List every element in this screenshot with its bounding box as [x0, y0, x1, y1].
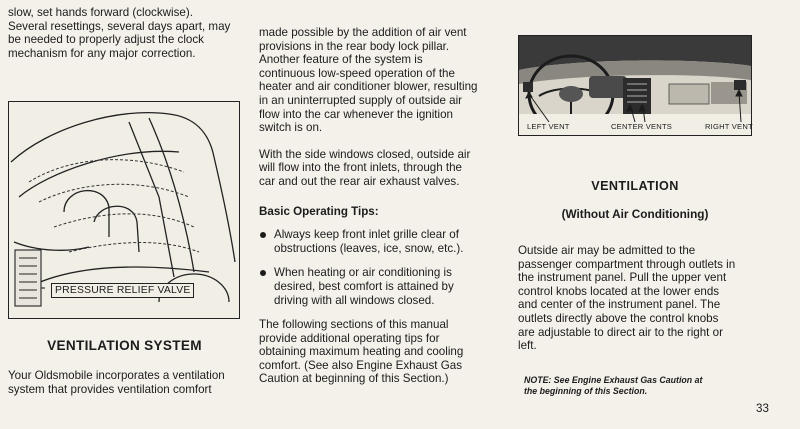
text-line: system that provides ventilation comfort	[8, 382, 212, 396]
text-line: the instrument panel. Pull the upper vent	[518, 271, 727, 285]
text-line: With the side windows closed, outside air	[259, 147, 471, 161]
pressure-relief-valve-label: PRESSURE RELIEF VALVE	[51, 283, 194, 298]
exhaust-caution-note	[524, 375, 754, 397]
instrument-panel-illustration	[518, 35, 752, 136]
text-line: outlets directly above the control knobs	[518, 311, 719, 325]
outside-air-paragraph	[518, 244, 752, 353]
right-vent-label: RIGHT VENT	[705, 122, 753, 131]
text-line: slow, set hands forward (clockwise).	[8, 6, 193, 19]
ventilation-airflow-illustration	[8, 101, 240, 319]
text-line: obtaining maximum heating and cooling	[259, 345, 464, 359]
intro-clock-text	[8, 6, 241, 60]
text-line: heater and air conditioner blower, resulting	[259, 80, 478, 94]
text-line: desired, best comfort is attained by	[274, 279, 454, 293]
basic-operating-tips-heading: Basic Operating Tips:	[259, 204, 379, 218]
rear-vent-paragraph	[259, 26, 498, 135]
text-line: When heating or air conditioning is	[274, 266, 452, 280]
side-windows-paragraph	[259, 148, 498, 189]
bullet-dot-icon	[260, 232, 266, 238]
text-line: switch is on.	[259, 121, 323, 135]
ventilation-system-text	[8, 369, 241, 396]
text-line: The following sections of this manual	[259, 318, 449, 332]
text-line: NOTE: See Engine Exhaust Gas Caution at	[524, 375, 703, 385]
without-air-conditioning-subheading: (Without Air Conditioning)	[561, 207, 709, 221]
following-sections-paragraph	[259, 318, 498, 386]
text-line: driving with all windows closed.	[274, 293, 435, 307]
text-line: are adjustable to direct air to the right or	[518, 325, 723, 339]
text-line: continuous low-speed operation of the	[259, 66, 455, 80]
tip-bullet-windows	[259, 266, 498, 307]
text-line: and center of the instrument panel. The	[518, 298, 721, 312]
text-line: Several resettings, several days apart, may	[8, 19, 231, 33]
text-line: Caution at beginning of this Section.)	[259, 372, 449, 386]
text-line: be needed to properly adjust the clock	[8, 33, 204, 47]
bullet-dot-icon	[260, 270, 266, 276]
tip-bullet-grille	[259, 228, 498, 255]
text-line: in an uninterrupted supply of outside air	[259, 93, 463, 107]
text-line: the beginning of this Section.	[524, 386, 648, 396]
text-line: Always keep front inlet grille clear of	[274, 228, 459, 242]
ventilation-heading: VENTILATION	[591, 179, 679, 193]
text-line: Another feature of the system is	[259, 53, 423, 67]
text-line: provisions in the rear body lock pillar.	[259, 39, 450, 53]
text-line: will flow into the front inlets, through the	[259, 161, 462, 175]
dashboard-drawing	[519, 36, 751, 135]
text-line: made possible by the addition of air vent	[259, 26, 467, 39]
text-line: Your Oldsmobile incorporates a ventilation	[8, 369, 225, 382]
page-number: 33	[756, 402, 769, 415]
center-vents-label: CENTER VENTS	[611, 122, 673, 131]
text-line: flow into the car whenever the ignition	[259, 107, 453, 121]
text-line: obstructions (leaves, ice, snow, etc.).	[274, 241, 464, 255]
left-vent-label: LEFT VENT	[527, 122, 570, 131]
text-line: comfort. (See also Engine Exhaust Gas	[259, 358, 462, 372]
text-line: left.	[518, 339, 537, 353]
ventilation-system-heading: VENTILATION SYSTEM	[47, 338, 202, 353]
text-line: passenger compartment through outlets in	[518, 257, 736, 271]
text-line: mechanism for any major correction.	[8, 46, 196, 60]
operating-column	[259, 26, 498, 386]
text-line: car and out the rear air exhaust valves.	[259, 174, 460, 188]
text-line: Outside air may be admitted to the	[518, 244, 696, 257]
text-line: provide additional operating tips for	[259, 331, 440, 345]
text-line: control knobs located at the lower ends	[518, 284, 720, 298]
